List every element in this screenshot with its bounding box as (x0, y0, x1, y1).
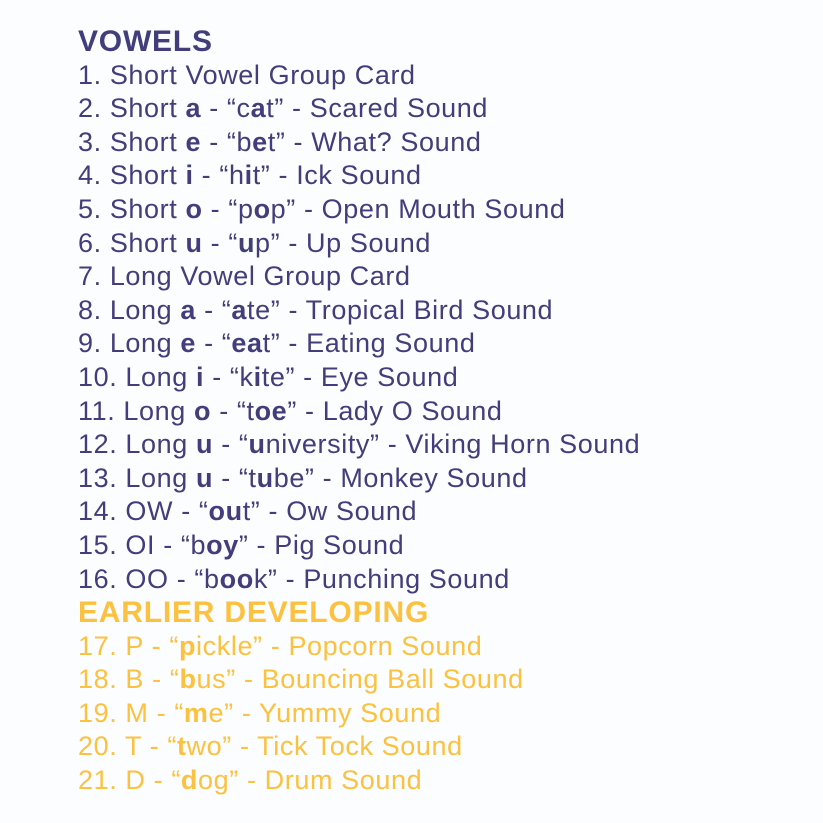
emphasized-letter: u (256, 462, 274, 493)
list-item (78, 563, 805, 597)
emphasized-letter: a (231, 294, 248, 325)
section-vowels (78, 25, 805, 596)
emphasized-letter: m (183, 697, 209, 728)
item-text: t” - Scared Sound (266, 93, 489, 124)
item-text: 3. Short (78, 126, 186, 157)
item-text: 16. OO - “b (78, 563, 220, 594)
emphasized-letter: u (185, 227, 203, 258)
item-text: us” - Bouncing Ball Sound (196, 664, 524, 695)
item-text: - “ (196, 294, 232, 325)
emphasized-letter: a (185, 93, 202, 124)
emphasized-letter: i (196, 361, 205, 392)
list-item (78, 59, 805, 93)
emphasized-letter: o (194, 395, 212, 426)
item-text: 6. Short (78, 227, 186, 258)
item-text: 8. Long (78, 294, 181, 325)
emphasized-letter: a (250, 93, 267, 124)
emphasized-letter: u (237, 227, 256, 258)
item-text: - “t (213, 462, 257, 493)
list-item (78, 294, 805, 328)
item-text: 11. Long (78, 395, 194, 426)
item-text: 19. M - “ (78, 697, 184, 728)
vowels-item-list (78, 59, 805, 597)
list-item (78, 529, 805, 563)
emphasized-letter: p (178, 630, 197, 661)
list-item (78, 663, 805, 697)
list-item (78, 126, 805, 160)
item-text: t” - Ick Sound (252, 160, 422, 191)
earlier-developing-item-list (78, 630, 805, 798)
list-item (78, 428, 805, 462)
list-item (78, 764, 805, 798)
list-item (78, 462, 805, 496)
emphasized-letter: oo (219, 563, 254, 594)
item-text: 12. Long (78, 429, 197, 460)
item-text: ” - Lady O Sound (287, 395, 503, 426)
emphasized-letter: u (196, 429, 214, 460)
item-text: - “ (213, 429, 249, 460)
list-item (78, 159, 805, 193)
item-text: 10. Long (78, 361, 197, 392)
section-earlier-developing (78, 596, 805, 798)
emphasized-letter: a (180, 294, 197, 325)
emphasized-letter: b (179, 664, 197, 695)
list-item (78, 361, 805, 395)
item-text: 13. Long (78, 462, 197, 493)
emphasized-letter: oe (254, 395, 288, 426)
emphasized-letter: oy (206, 529, 239, 560)
item-text: - “p (202, 193, 254, 224)
item-text: 20. T - “ (78, 731, 177, 762)
item-text: 5. Short (78, 193, 186, 224)
section-heading-earlier-developing: EARLIER DEVELOPING (78, 596, 430, 630)
item-text: k” - Punching Sound (253, 563, 510, 594)
item-text: niversity” - Viking Horn Sound (265, 429, 641, 460)
emphasized-letter: ea (231, 328, 263, 359)
item-text: - “t (211, 395, 255, 426)
item-text: og” - Drum Sound (198, 765, 423, 796)
item-text: - “c (201, 93, 251, 124)
emphasized-letter: u (248, 429, 266, 460)
list-item (78, 327, 805, 361)
item-text: wo” - Tick Tock Sound (186, 731, 463, 762)
item-text: 14. OW - “ (78, 496, 209, 527)
emphasized-letter: e (185, 126, 202, 157)
item-text: be” - Monkey Sound (273, 462, 528, 493)
section-heading-vowels: VOWELS (78, 25, 213, 58)
item-text: 15. OI - “b (78, 529, 207, 560)
item-text: t” - Eating Sound (262, 328, 476, 359)
list-item (78, 260, 805, 294)
item-text: 17. P - “ (78, 630, 179, 661)
item-text: 1. Short Vowel Group Card (78, 59, 416, 90)
item-text: - “k (204, 361, 254, 392)
emphasized-letter: d (180, 765, 199, 796)
list-item (78, 697, 805, 731)
item-text: - “b (201, 126, 253, 157)
item-text: ickle” - Popcorn Sound (196, 630, 483, 661)
item-text: 4. Short (78, 160, 186, 191)
list-item (78, 630, 805, 664)
item-text: p” - Open Mouth Sound (270, 193, 566, 224)
item-text: - “ (202, 227, 238, 258)
item-text: 7. Long Vowel Group Card (78, 261, 411, 292)
item-text: 9. Long (78, 328, 181, 359)
list-item (78, 92, 805, 126)
emphasized-letter: o (185, 193, 203, 224)
item-text: 21. D - “ (78, 765, 181, 796)
item-text: - “ (196, 328, 232, 359)
list-item (78, 227, 805, 261)
emphasized-letter: o (253, 193, 271, 224)
emphasized-letter: u (196, 462, 214, 493)
item-text: e” - Yummy Sound (208, 697, 442, 728)
list-item (78, 193, 805, 227)
item-text: ” - Pig Sound (238, 529, 405, 560)
emphasized-letter: i (253, 361, 262, 392)
emphasized-letter: i (185, 160, 194, 191)
item-text: 18. B - “ (78, 664, 180, 695)
item-text: te” - Tropical Bird Sound (247, 294, 554, 325)
list-item (78, 395, 805, 429)
emphasized-letter: e (252, 126, 268, 157)
emphasized-letter: e (180, 328, 197, 359)
emphasized-letter: i (244, 160, 253, 191)
list-item (78, 730, 805, 764)
list-item (78, 495, 805, 529)
item-text: p” - Up Sound (255, 227, 431, 258)
item-text: - “h (193, 160, 245, 191)
emphasized-letter: t (176, 731, 187, 762)
emphasized-letter: ou (208, 496, 243, 527)
item-text: t” - Ow Sound (242, 496, 418, 527)
item-text: 2. Short (78, 93, 186, 124)
item-text: te” - Eye Sound (261, 361, 459, 392)
item-text: t” - What? Sound (267, 126, 482, 157)
